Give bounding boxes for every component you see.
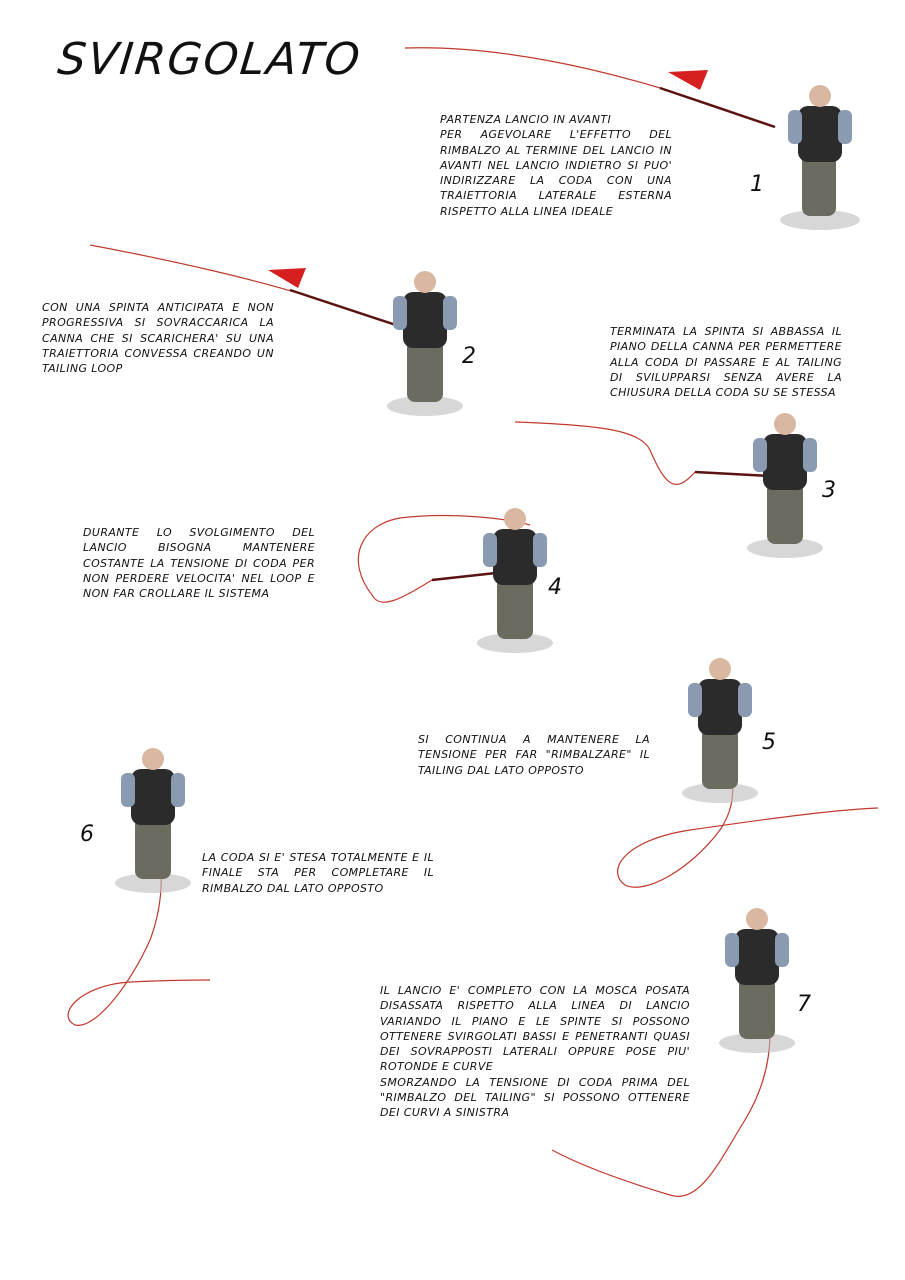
step-text-7: IL LANCIO E' COMPLETO CON LA MOSCA POSATA DISASSATA RISPETTO ALLA LINEA DI LANCIO VARIANDO IL PIANO E LE SPINTE SI POSSONO OTTENERE SVIRGOLATI BASSI E PENETRANTI QUASI DEI SOVRAPPOSTI LATERALI OPPURE POSE PIU' ROTONDE E CURVE SMORZANDO LA TENSIONE DI CODA PRIMA DEL "RIMBALZO DEL TAILING" SI POSSONO OTTENERE DEI CURVI A SINISTRA <box>380 984 690 1120</box>
step-text-5: SI CONTINUA A MANTENERE LA TENSIONE PER FAR "RIMBALZARE" IL TAILING DAL LATO OPPOSTO <box>418 733 650 777</box>
step-text-2: CON UNA SPINTA ANTICIPATA E NON PROGRESSIVA SI SOVRACCARICA LA CANNA CHE SI SCARICHERA' SU UNA TRAIETTORIA CONVESSA CREANDO UN TAILING LOOP <box>42 301 274 376</box>
step-number-5: 5 <box>762 730 776 755</box>
step-text-3: TERMINATA LA SPINTA SI ABBASSA IL PIANO DELLA CANNA PER PERMETTERE ALLA CODA DI PASSARE E AL TAILING DI SVILUPPARSI SENZA AVERE LA CHIUSURA DELLA CODA SU SE STESSA <box>610 325 842 400</box>
step-number-7: 7 <box>797 992 811 1017</box>
step-text-4: DURANTE LO SVOLGIMENTO DEL LANCIO BISOGNA MANTENERE COSTANTE LA TENSIONE DI CODA PER NON PERDERE VELOCITA' NEL LOOP E NON FAR CROLLARE IL SISTEMA <box>83 526 315 601</box>
angler-figure-7 <box>712 905 802 1055</box>
step-number-4: 4 <box>548 575 562 600</box>
angler-figure-1 <box>772 82 868 232</box>
fly-1 <box>668 70 708 90</box>
step-number-3: 3 <box>822 478 836 503</box>
step-number-1: 1 <box>750 172 764 197</box>
step-text-1: PARTENZA LANCIO IN AVANTI PER AGEVOLARE L'EFFETTO DEL RIMBALZO AL TERMINE DEL LANCIO IN AVANTI NEL LANCIO INDIETRO SI PUO' INDIRIZZARE LA CODA CON UNA TRAIETTORIA LATERALE ESTERNA RISPETTO ALLA LINEA IDEALE <box>440 113 672 218</box>
rod-1 <box>660 88 775 127</box>
step-number-6: 6 <box>80 822 94 847</box>
step-text-6: LA CODA SI E' STESA TOTALMENTE E IL FINALE STA PER COMPLETARE IL RIMBALZO DAL LATO OPPOSTO <box>202 851 434 895</box>
fly-line-3 <box>515 422 695 484</box>
fly-2 <box>268 268 306 288</box>
angler-figure-6 <box>108 745 198 895</box>
angler-figure-4 <box>470 505 560 655</box>
step-number-2: 2 <box>462 344 476 369</box>
angler-figure-5 <box>675 655 765 805</box>
page-title: SVIRGOLATO <box>55 34 364 85</box>
angler-figure-3 <box>740 410 830 560</box>
angler-figure-2 <box>380 268 470 418</box>
